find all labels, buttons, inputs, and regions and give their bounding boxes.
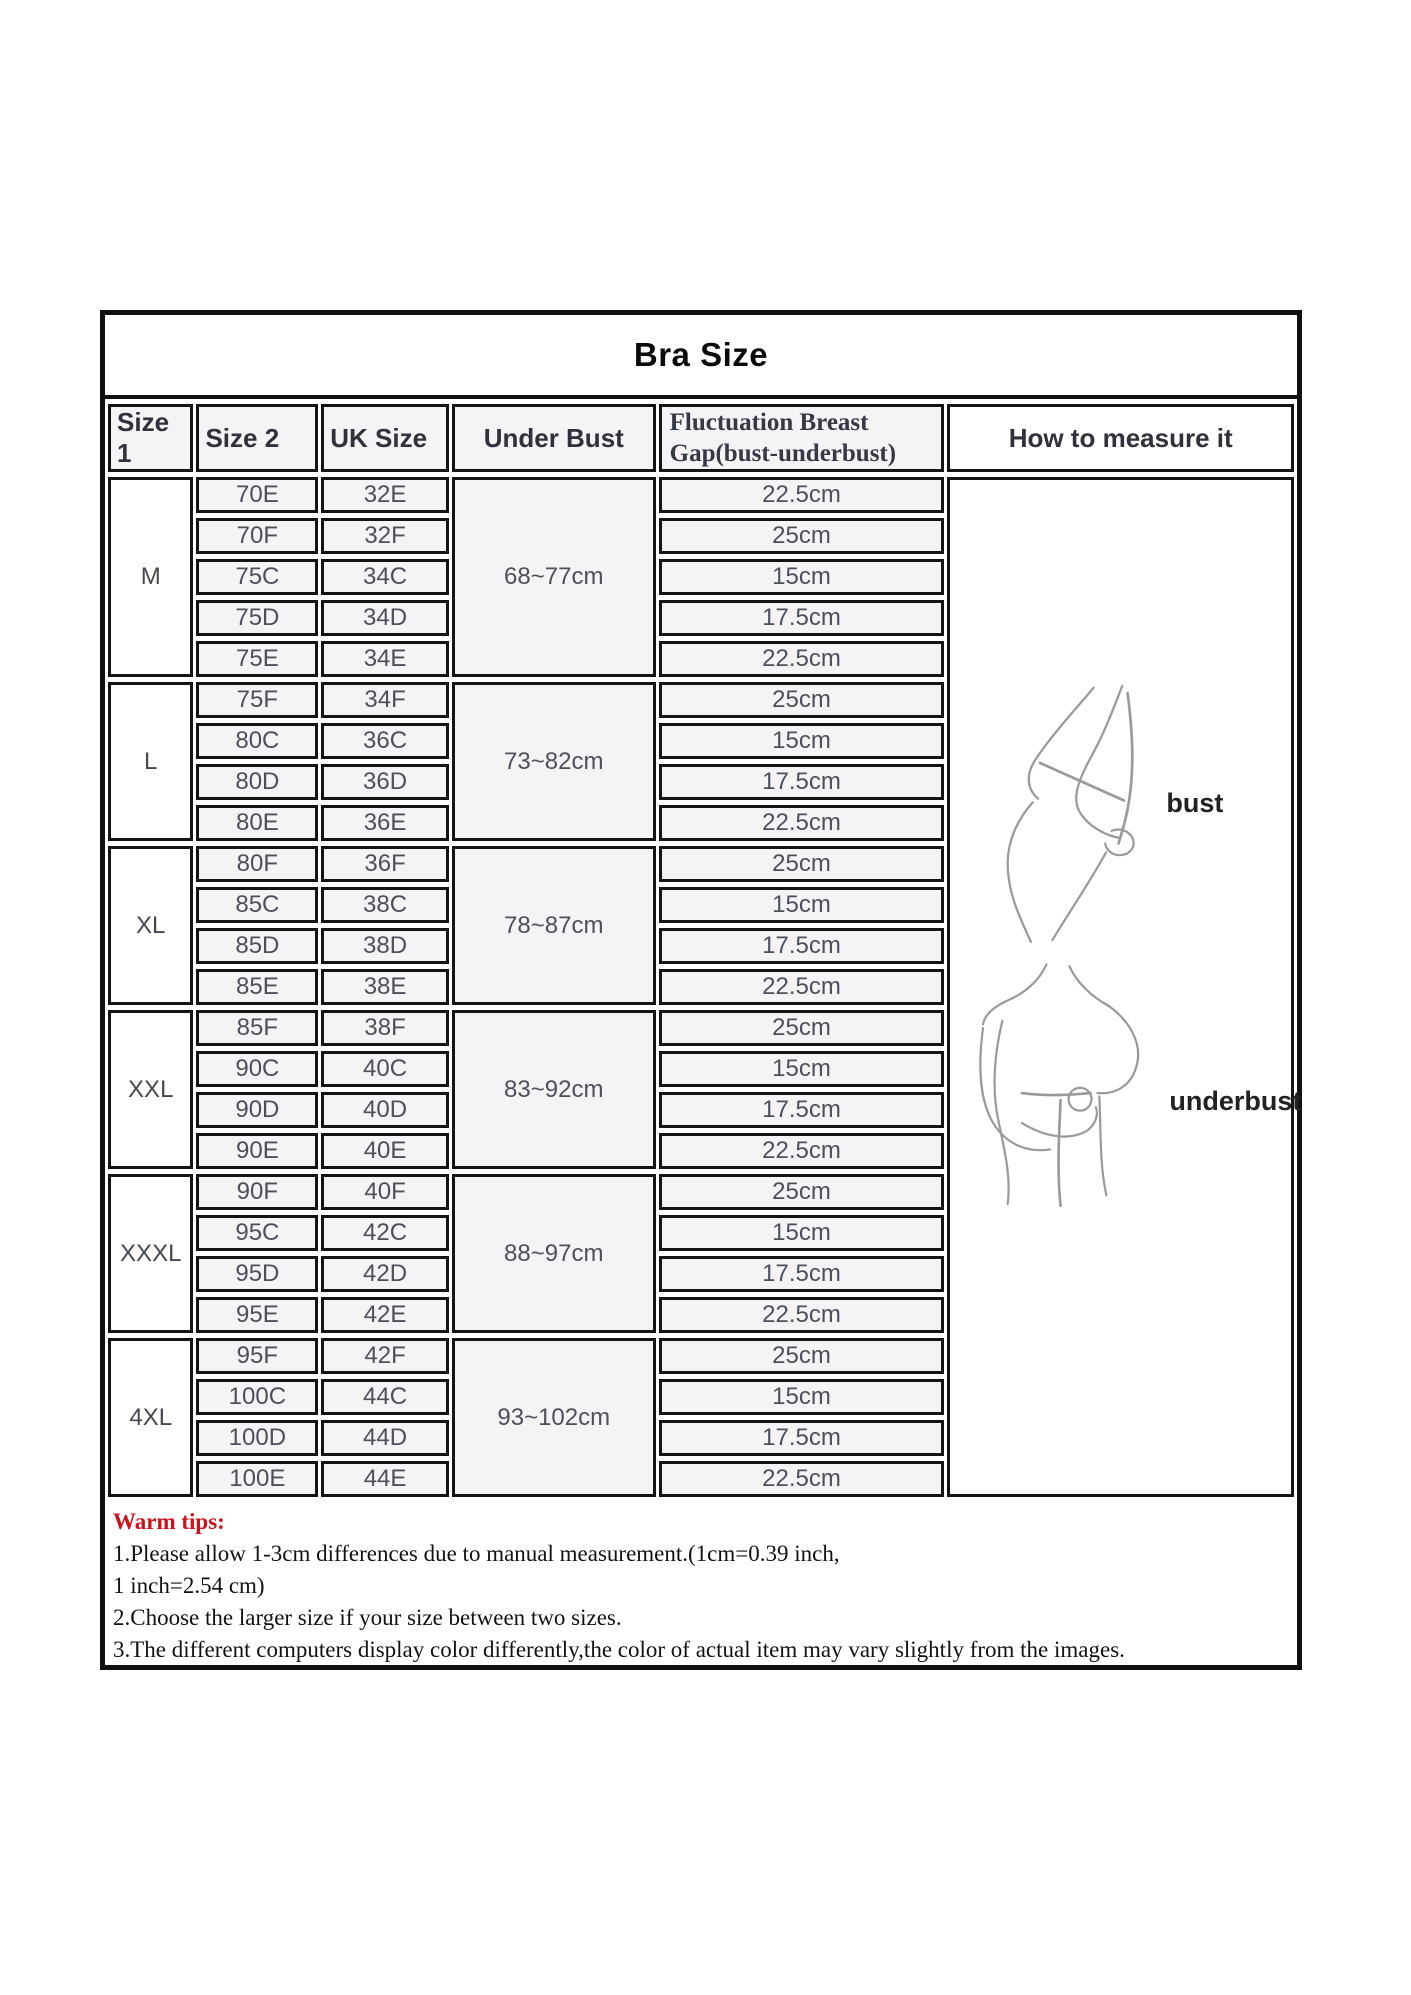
size2-cell: 80C (196, 723, 318, 759)
fluctuation-gap-cell: 22.5cm (659, 641, 945, 677)
fluctuation-gap-cell: 17.5cm (659, 1256, 945, 1292)
uk-size-cell: 42C (321, 1215, 449, 1251)
uk-size-cell: 36E (321, 805, 449, 841)
uk-size-cell: 36F (321, 846, 449, 882)
under-bust-group-cell: 68~77cm (452, 477, 656, 677)
uk-size-cell: 44D (321, 1420, 449, 1456)
uk-size-cell: 44C (321, 1379, 449, 1415)
underbust-label: underbust (1169, 1086, 1302, 1116)
size-chart-panel (100, 310, 1302, 1670)
under-bust-group-cell: 78~87cm (452, 846, 656, 1005)
fluctuation-gap-cell: 25cm (659, 682, 945, 718)
warm-tips-title: Warm tips: (113, 1509, 225, 1534)
fluctuation-header-line2: Gap(bust-underbust) (669, 440, 897, 467)
chart-title-row (105, 315, 1297, 399)
size2-cell: 70E (196, 477, 318, 513)
fluctuation-gap-cell: 22.5cm (659, 805, 945, 841)
how-to-measure-cell (947, 477, 1302, 1497)
size1-group-cell: L (108, 682, 193, 841)
col-header-size2: Size 2 (196, 404, 318, 472)
fluctuation-gap-cell: 17.5cm (659, 1420, 945, 1456)
under-bust-group-cell: 93~102cm (452, 1338, 656, 1497)
uk-size-cell: 34C (321, 559, 449, 595)
size2-cell: 80D (196, 764, 318, 800)
fluctuation-gap-cell: 15cm (659, 1051, 945, 1087)
size2-cell: 80E (196, 805, 318, 841)
uk-size-cell: 34E (321, 641, 449, 677)
uk-size-cell: 36D (321, 764, 449, 800)
size2-cell: 90E (196, 1133, 318, 1169)
uk-size-cell: 34F (321, 682, 449, 718)
fluctuation-gap-cell: 17.5cm (659, 764, 945, 800)
size2-cell: 100E (196, 1461, 318, 1497)
uk-size-cell: 36C (321, 723, 449, 759)
size2-cell: 95E (196, 1297, 318, 1333)
under-bust-group-cell: 73~82cm (452, 682, 656, 841)
size2-cell: 95F (196, 1338, 318, 1374)
warm-tip-line-3: 2.Choose the larger size if your size between two sizes. (113, 1605, 622, 1630)
uk-size-cell: 38D (321, 928, 449, 964)
uk-size-cell: 38C (321, 887, 449, 923)
header-row (108, 404, 1294, 472)
size1-group-cell: XXL (108, 1010, 193, 1169)
uk-size-cell: 38E (321, 969, 449, 1005)
warm-tip-line-4: 3.The different computers display color differently,the color of actual item may vary slightly from the images. (113, 1637, 1125, 1662)
size2-cell: 75E (196, 641, 318, 677)
warm-tips-section (105, 1502, 1297, 1666)
chart-title: Bra Size (633, 336, 769, 373)
uk-size-cell: 42F (321, 1338, 449, 1374)
fluctuation-gap-cell: 17.5cm (659, 600, 945, 636)
size2-cell: 90D (196, 1092, 318, 1128)
underbust-figure-illustration (976, 958, 1161, 1258)
warm-tip-line-2: 1 inch=2.54 cm) (113, 1573, 265, 1598)
col-header-under-bust: Under Bust (452, 404, 656, 472)
fluctuation-gap-cell: 25cm (659, 1174, 945, 1210)
size2-cell: 95D (196, 1256, 318, 1292)
fluctuation-gap-cell: 25cm (659, 518, 945, 554)
fluctuation-gap-cell: 15cm (659, 1379, 945, 1415)
size2-cell: 75D (196, 600, 318, 636)
col-header-fluctuation-gap (659, 404, 945, 472)
size2-cell: 100D (196, 1420, 318, 1456)
uk-size-cell: 32E (321, 477, 449, 513)
under-bust-group-cell: 83~92cm (452, 1010, 656, 1169)
col-header-how-to-measure: How to measure it (947, 404, 1294, 472)
fluctuation-gap-cell: 15cm (659, 887, 945, 923)
fluctuation-gap-cell: 22.5cm (659, 1133, 945, 1169)
size2-cell: 85F (196, 1010, 318, 1046)
fluctuation-gap-cell: 17.5cm (659, 928, 945, 964)
fluctuation-gap-cell: 25cm (659, 846, 945, 882)
fluctuation-gap-cell: 15cm (659, 723, 945, 759)
col-header-uk-size: UK Size (321, 404, 449, 472)
size2-cell: 90C (196, 1051, 318, 1087)
size1-group-cell: M (108, 477, 193, 677)
uk-size-cell: 40E (321, 1133, 449, 1169)
fluctuation-gap-cell: 22.5cm (659, 969, 945, 1005)
size2-cell: 85D (196, 928, 318, 964)
size2-cell: 85C (196, 887, 318, 923)
table-row (108, 477, 1294, 513)
size1-group-cell: XL (108, 846, 193, 1005)
uk-size-cell: 38F (321, 1010, 449, 1046)
fluctuation-gap-cell: 22.5cm (659, 1461, 945, 1497)
uk-size-cell: 32F (321, 518, 449, 554)
bra-size-table (105, 399, 1302, 1502)
fluctuation-gap-cell: 22.5cm (659, 477, 945, 513)
fluctuation-header-line1: Fluctuation Breast (669, 409, 869, 436)
under-bust-group-cell: 88~97cm (452, 1174, 656, 1333)
size2-cell: 90F (196, 1174, 318, 1210)
fluctuation-gap-cell: 25cm (659, 1338, 945, 1374)
uk-size-cell: 42D (321, 1256, 449, 1292)
uk-size-cell: 40C (321, 1051, 449, 1087)
uk-size-cell: 40D (321, 1092, 449, 1128)
uk-size-cell: 42E (321, 1297, 449, 1333)
uk-size-cell: 44E (321, 1461, 449, 1497)
col-header-size1: Size 1 (108, 404, 193, 472)
fluctuation-gap-cell: 22.5cm (659, 1297, 945, 1333)
size2-cell: 100C (196, 1379, 318, 1415)
fluctuation-gap-cell: 15cm (659, 559, 945, 595)
fluctuation-gap-cell: 17.5cm (659, 1092, 945, 1128)
size2-cell: 95C (196, 1215, 318, 1251)
uk-size-cell: 40F (321, 1174, 449, 1210)
uk-size-cell: 34D (321, 600, 449, 636)
size2-cell: 75C (196, 559, 318, 595)
size2-cell: 70F (196, 518, 318, 554)
size2-cell: 75F (196, 682, 318, 718)
fluctuation-gap-cell: 25cm (659, 1010, 945, 1046)
size1-group-cell: XXXL (108, 1174, 193, 1333)
size2-cell: 85E (196, 969, 318, 1005)
bust-figure-illustration (988, 680, 1158, 980)
fluctuation-gap-cell: 15cm (659, 1215, 945, 1251)
warm-tip-line-1: 1.Please allow 1-3cm differences due to manual measurement.(1cm=0.39 inch, (113, 1541, 840, 1566)
bust-label: bust (1166, 788, 1224, 818)
bust-measure-figure (988, 680, 1223, 980)
size2-cell: 80F (196, 846, 318, 882)
underbust-measure-figure (976, 958, 1301, 1258)
size1-group-cell: 4XL (108, 1338, 193, 1497)
